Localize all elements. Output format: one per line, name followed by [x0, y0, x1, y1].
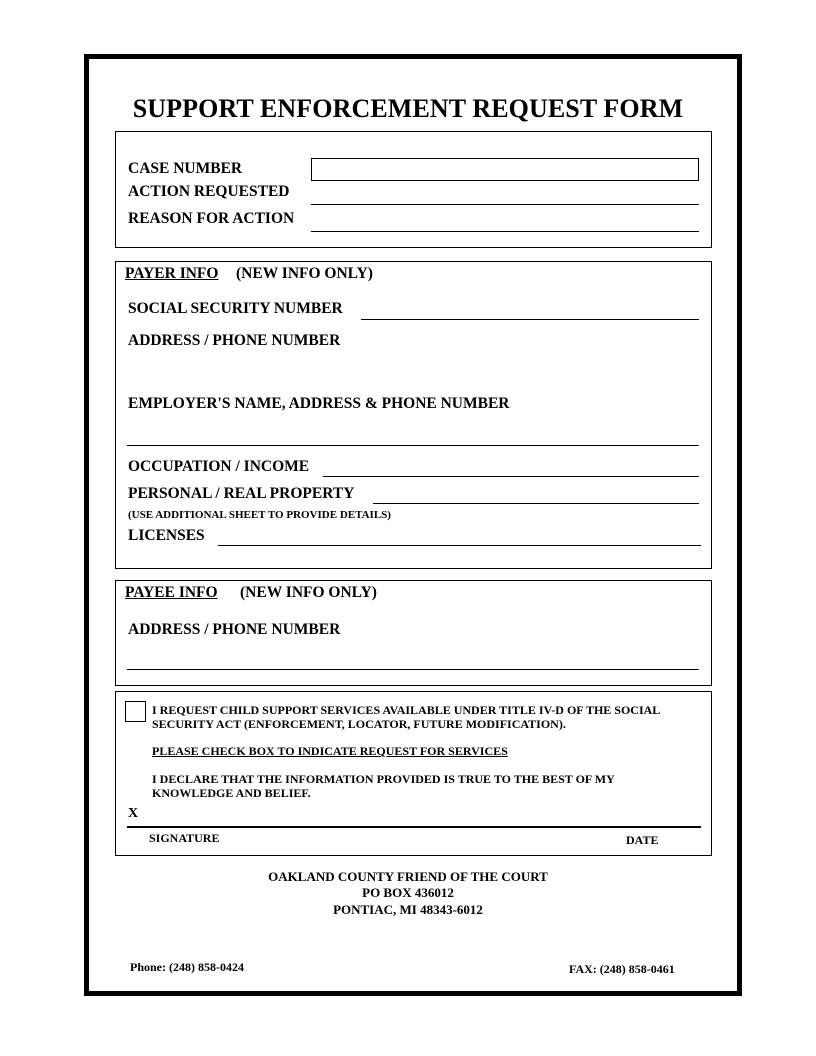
payer-heading: PAYER INFO [125, 265, 219, 282]
licenses-field[interactable] [218, 545, 701, 546]
services-request-checkbox[interactable] [125, 701, 146, 722]
signature-x-mark: X [128, 806, 139, 821]
po-box: PO BOX 436012 [362, 885, 454, 900]
signature-label: SIGNATURE [149, 831, 220, 845]
phone-number: Phone: (248) 858-0424 [130, 960, 244, 974]
ssn-label: SOCIAL SECURITY NUMBER [128, 300, 343, 317]
check-instruction: PLEASE CHECK BOX TO INDICATE REQUEST FOR SERVICES [152, 744, 508, 758]
reason-field[interactable] [311, 231, 699, 232]
case-number-label: CASE NUMBER [128, 160, 243, 177]
action-requested-label: ACTION REQUESTED [128, 183, 290, 200]
city-address: PONTIAC, MI 48343-6012 [333, 902, 483, 917]
declare-text-line1: I DECLARE THAT THE INFORMATION PROVIDED IS TRUE TO THE BEST OF MY [152, 772, 615, 786]
property-field[interactable] [373, 503, 699, 504]
payee-address-label: ADDRESS / PHONE NUMBER [128, 621, 341, 638]
form-title: SUPPORT ENFORCEMENT REQUEST FORM [132, 94, 684, 123]
declare-text-line2: KNOWLEDGE AND BELIEF. [152, 786, 311, 800]
fax-number: FAX: (248) 858-0461 [569, 962, 675, 976]
case-number-field[interactable] [311, 158, 699, 181]
signature-field[interactable] [127, 826, 701, 828]
request-text-line1: I REQUEST CHILD SUPPORT SERVICES AVAILABLE UNDER TITLE IV-D OF THE SOCIAL [152, 703, 661, 717]
payee-note: (NEW INFO ONLY) [240, 584, 377, 601]
org-name: OAKLAND COUNTY FRIEND OF THE COURT [268, 869, 548, 884]
occupation-field[interactable] [323, 476, 699, 477]
payer-address-label: ADDRESS / PHONE NUMBER [128, 332, 341, 349]
employer-field[interactable] [127, 445, 699, 446]
action-requested-field[interactable] [311, 204, 699, 205]
payee-address-field[interactable] [127, 669, 699, 670]
payee-heading: PAYEE INFO [125, 584, 218, 601]
employer-label: EMPLOYER'S NAME, ADDRESS & PHONE NUMBER [128, 395, 510, 412]
licenses-label: LICENSES [128, 527, 205, 544]
occupation-label: OCCUPATION / INCOME [128, 458, 310, 475]
ssn-field[interactable] [361, 319, 699, 320]
payer-note: (NEW INFO ONLY) [236, 265, 373, 282]
request-text-line2: SECURITY ACT (ENFORCEMENT, LOCATOR, FUTURE MODIFICATION). [152, 717, 566, 731]
reason-label: REASON FOR ACTION [128, 210, 295, 227]
date-label: DATE [626, 833, 659, 847]
property-note: (USE ADDITIONAL SHEET TO PROVIDE DETAILS) [128, 509, 391, 521]
property-label: PERSONAL / REAL PROPERTY [128, 485, 355, 502]
